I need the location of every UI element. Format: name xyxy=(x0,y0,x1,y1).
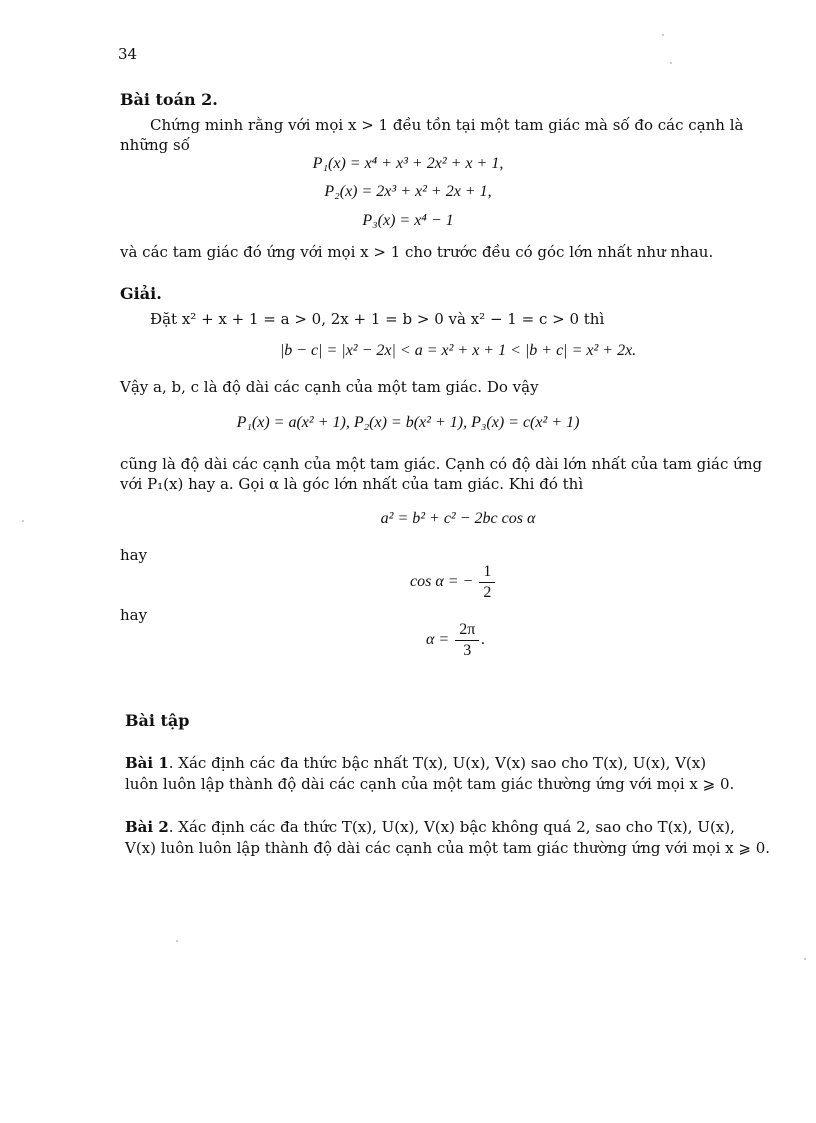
problem-statement-line-2: những số xyxy=(120,136,190,154)
fraction-denominator: 3 xyxy=(463,642,472,659)
exercise-1-line-1 xyxy=(125,753,706,773)
scan-speck xyxy=(22,520,24,522)
exercise-2-line-2: V(x) luôn luôn lập thành độ dài các cạnh của một tam giác thường ứng với mọi x ⩾ 0. xyxy=(125,839,771,857)
equation-p3: P₃(x) = x⁴ − 1 xyxy=(362,212,454,229)
cosine-law-equation: a² = b² + c² − 2bc cos α xyxy=(380,510,536,527)
solution-substitution-line: Đặt x² + x + 1 = a > 0, 2x + 1 = b > 0 và x² − 1 = c > 0 thì xyxy=(150,310,605,328)
scan-speck xyxy=(670,62,672,64)
triangle-inequality-equation: |b − c| = |x² − 2x| < a = x² + x + 1 < |b + c| = x² + 2x. xyxy=(279,342,637,359)
equation-p1: P₁(x) = x⁴ + x³ + 2x² + x + 1, xyxy=(312,155,504,172)
equation-p2: P₂(x) = 2x³ + x² + 2x + 1, xyxy=(324,183,492,200)
products-equation: P₁(x) = a(x² + 1), P₂(x) = b(x² + 1), P₃(x) = c(x² + 1) xyxy=(236,414,580,431)
hay-label-1: hay xyxy=(120,546,148,564)
fraction-numerator: 2π xyxy=(455,620,479,641)
problem-conclusion: và các tam giác đó ứng với mọi x > 1 cho trước đều có góc lớn nhất như nhau. xyxy=(120,243,714,261)
exercise-2-text: . Xác định các đa thức T(x), U(x), V(x) bậc không quá 2, sao cho T(x), U(x), xyxy=(168,818,735,836)
exercise-2-label: Bài 2 xyxy=(125,818,169,836)
hay-label-2: hay xyxy=(120,606,148,624)
alpha-lhs: α = xyxy=(426,631,450,649)
exercise-1-label: Bài 1 xyxy=(125,754,169,772)
problem-statement-line-1: Chứng minh rằng với mọi x > 1 đều tồn tại một tam giác mà số đo các cạnh là xyxy=(150,116,744,134)
fraction-numerator: 1 xyxy=(479,562,495,583)
solution-line-4: với P₁(x) hay a. Gọi α là góc lớn nhất của tam giác. Khi đó thì xyxy=(120,475,584,493)
cos-alpha-lhs: cos α = − xyxy=(410,573,474,591)
exercise-1-text: . Xác định các đa thức bậc nhất T(x), U(x), V(x) sao cho T(x), U(x), V(x) xyxy=(168,754,707,772)
solution-line-3: cũng là độ dài các cạnh của một tam giác. Cạnh có độ dài lớn nhất của tam giác ứng xyxy=(120,455,763,473)
alpha-equation xyxy=(426,620,485,661)
fraction-denominator: 2 xyxy=(483,584,492,601)
solution-heading: Giải. xyxy=(120,284,162,303)
scan-speck xyxy=(804,958,806,960)
problem-heading: Bài toán 2. xyxy=(120,90,218,109)
exercise-1-line-2: luôn luôn lập thành độ dài các cạnh của một tam giác thường ứng với mọi x ⩾ 0. xyxy=(125,775,735,793)
scan-speck xyxy=(662,34,664,36)
solution-line-2: Vậy a, b, c là độ dài các cạnh của một tam giác. Do vậy xyxy=(120,378,539,396)
cos-alpha-equation xyxy=(410,562,497,603)
exercises-heading: Bài tập xyxy=(125,711,190,730)
fraction-two-pi-over-three xyxy=(455,620,479,661)
alpha-period: . xyxy=(481,631,486,649)
fraction-one-half xyxy=(479,562,495,603)
scan-speck xyxy=(176,940,178,942)
exercise-2-line-1 xyxy=(125,817,735,837)
page-number: 34 xyxy=(118,45,138,63)
